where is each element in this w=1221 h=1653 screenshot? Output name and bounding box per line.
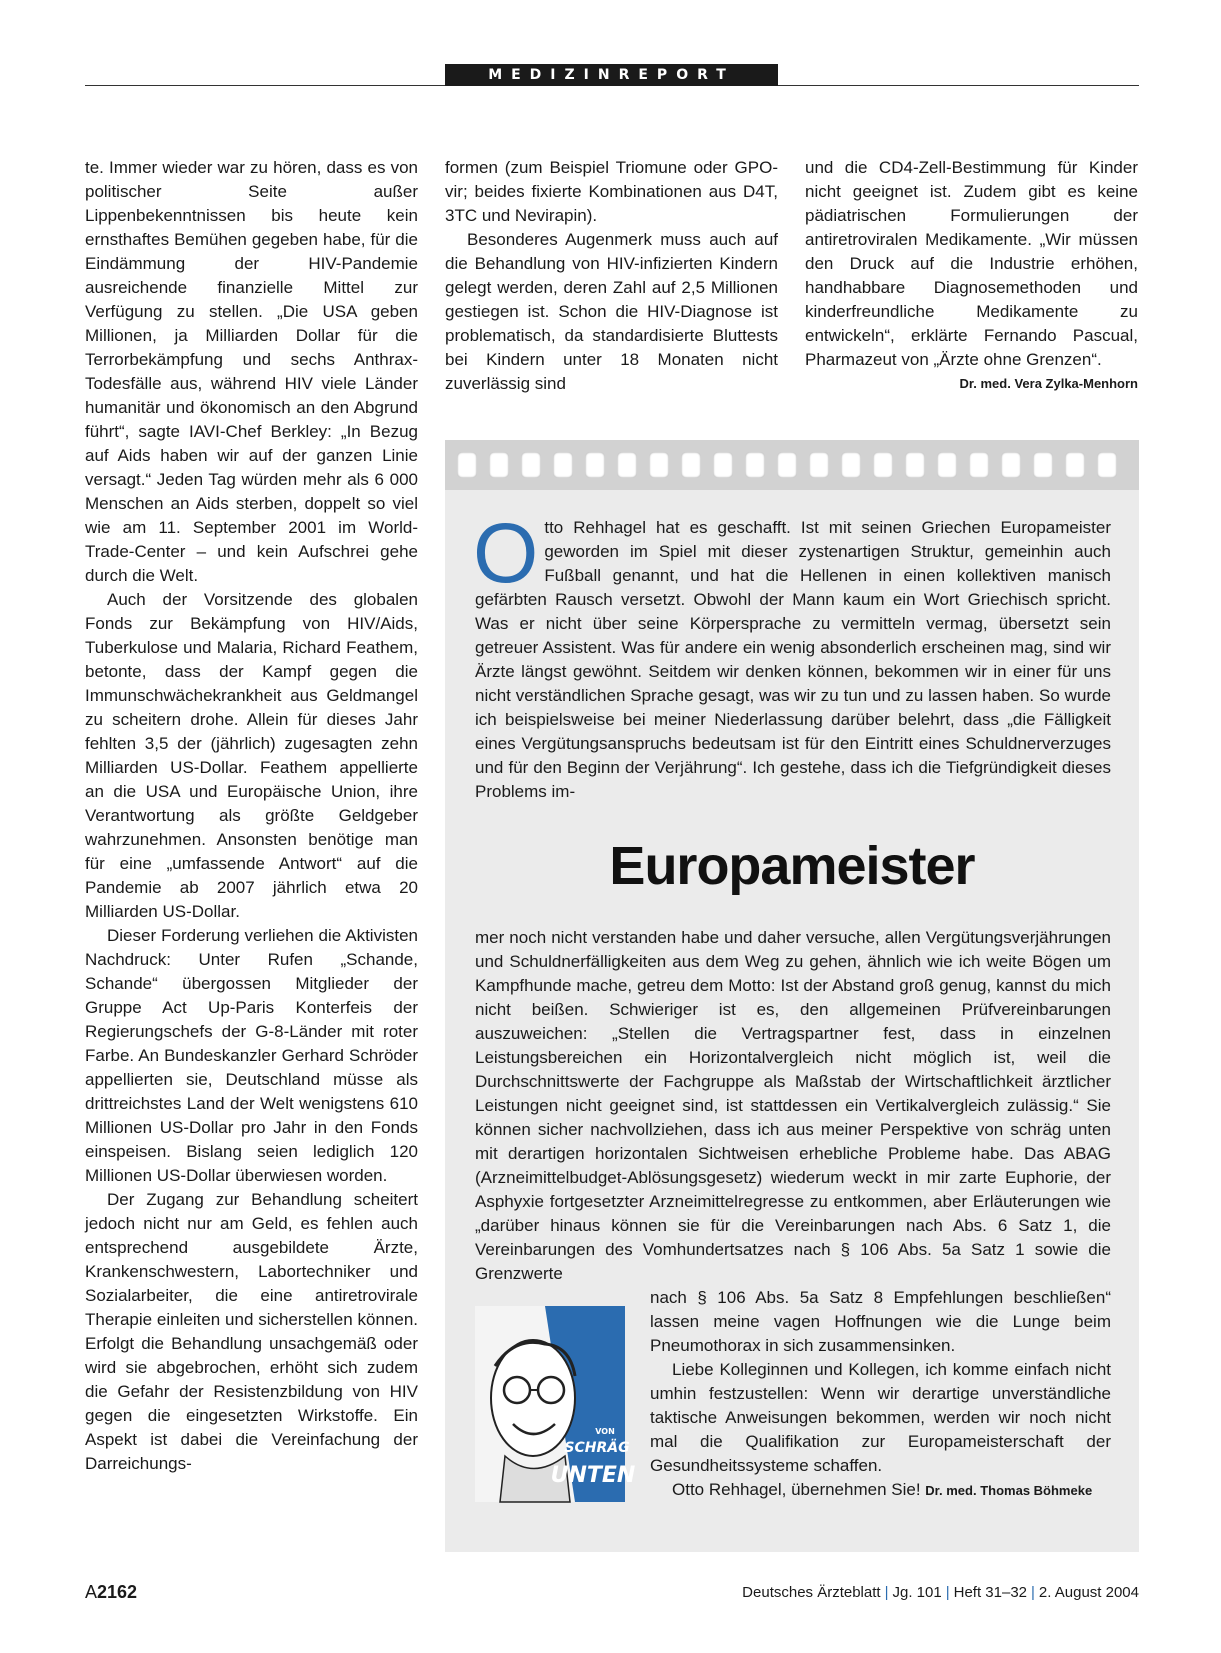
perforation-hole <box>809 452 829 478</box>
paragraph: nach § 106 Abs. 5a Satz 8 Empfehlungen beschließen“ lassen meine vagen Hoffnungen wie die Lunge beim Pneumothorax in sich zusammensinken. <box>650 1288 1111 1355</box>
article-column-3 <box>805 156 1138 396</box>
journal-date: 2. August 2004 <box>1038 1584 1139 1601</box>
paragraph: Auch der Vorsitzende des globalen Fonds zur Bekämpfung von HIV/Aids, Tuberkulose und Malaria, Richard Feathem, betonte, dass der Kampf gegen die Immunschwächekrankheit aus Geldmangel zu scheitern drohe. Allein für dieses Jahr fehlten 3,5 der (jährlich) zugesagten zehn Milliarden US-Dollar. Feathem appellierte an die USA und Europäische Union, ihre Verantwortung als größte Geldgeber wahrzunehmen. Ansonsten benötige man für eine „umfassende Antwort“ auf die Pandemie ab 2007 jährlich etwa 20 Milliarden US-Dollar. <box>85 590 418 921</box>
perforation-hole <box>585 452 605 478</box>
article-column-1 <box>85 156 418 1476</box>
page-prefix: A <box>85 1582 98 1602</box>
author-byline: Dr. med. Thomas Böhmeke <box>925 1483 1093 1498</box>
footer-journal-info <box>742 1584 1139 1601</box>
paragraph: Dieser Forderung verliehen die Aktivisten Nachdruck: Unter Rufen „Schande, Schande“ übergossen Mitglieder der Gruppe Act Up-Paris Konterfeis der Regierungschefs der G-8-Länder mit roter Farbe. An Bundeskanzler Gerhard Schröder appellierten sie, Deutschland müsse als drittreichstes Land der Welt wenigstens 610 Millionen US-Dollar pro Jahr in den Fonds einspeisen. Bislang seien lediglich 120 Millionen US-Dollar überwiesen worden. <box>85 926 418 1185</box>
perforation-hole <box>1097 452 1117 478</box>
paragraph: Liebe Kolleginnen und Kollegen, ich komme einfach nicht umhin festzustellen: Wenn wir derartige unverständliche taktische Anweisungen bekommen, werden wir noch nicht mal die Qualifikation zur Europameisterschaft der Gesundheitssysteme schaffen. <box>650 1360 1111 1475</box>
caricature-label-mid: SCHRÄG <box>564 1440 630 1456</box>
author-caricature <box>475 1306 636 1502</box>
journal-name: Deutsches Ärzteblatt <box>742 1584 881 1601</box>
box-title: Europameister <box>609 836 975 896</box>
author-byline: Dr. med. Vera Zylka-Menhorn <box>959 376 1138 391</box>
paragraph <box>650 1478 1111 1503</box>
paragraph: Der Zugang zur Behandlung scheitert jedoch nicht nur am Geld, es fehlen auch entsprechend ausgebildete Ärzte, Krankenschwestern, Labortechniker und Sozialarbeiter, die eine antiretrovirale Therapie einleiten und sicherstellen können. Erfolgt die Behandlung unsachgemäß oder wird sie abgebrochen, erhöht sich zudem die Gefahr der Resistenzbildung von HIV gegen die eingesetzten Wirkstoffe. Ein Aspekt ist dabei die Vereinfachung der Darreichungs- <box>85 1190 418 1473</box>
paragraph <box>473 506 1111 804</box>
perforated-strip <box>445 440 1139 490</box>
paragraph: mer noch nicht verstanden habe und daher versuche, allen Vergütungsverjährungen und Schuldnerfälligkeiten aus dem Weg zu gehen, ähnlich wie ich weite Bögen um Kampfhunde mache, getreu dem Motto: Ist der Abstand groß genug, kannst du mich nicht beißen. Schwieriger ist es, den allgemeinen Prüfvereinbarungen auszuweichen: „Stellen die Vertragspartner fest, dass in einzelnen Leistungsbereichen ein Horizontalvergleich nicht möglich ist, weil die Durchschnittswerte der Fachgruppe als Maßstab der Wirtschaftlichkeit ärztlicher Leistungen nicht geeignet sind, ist stattdessen ein Vertikalvergleich zulässig.“ Sie können sicher nachvollziehen, dass ich aus meiner Perspektive von schräg unten mit derartigen horizontalen Sichtweisen erhebliche Probleme habe. Das ABAG (Arzneimittelbudget-Ablösungsgesetz) wiederum weckt in mir zarte Euphorie, der Asphyxie fortgesetzter Arzneimittelregresse zu entkommen, aber Erläuterungen wie „darüber hinaus können sie für die Vereinbarungen nach Abs. 6 Satz 1, die Vereinbarungen des Vomhundertsatzes nach § 106 Abs. 5a Satz 1 sowie die Grenzwerte <box>475 928 1111 1283</box>
paragraph-text: tto Rehhagel hat es geschafft. Ist mit seinen Griechen Europameister geworden im Spiel mit dieser zystenartigen Struktur, gemeinhin auch Fußball genannt, und hat die Hellenen in einen kollektiven manisch gefärbten Rausch versetzt. Obwohl der Mann kaum ein Wort Griechisch spricht. Was er nicht über seine Körpersprache zu vermitteln vermag, übersetzt sein getreuer Assistent. Was für andere ein wenig absonderlich erscheinen mag, sind wir Ärzte längst gewöhnt. Seitdem wir denken können, bekommen wir in einer für uns nicht verständlichen Sprache gesagt, was wir zu tun und zu lassen haben. So wurde ich beispielsweise bei meiner Niederlassung darüber belehrt, dass „die Fälligkeit eines Vergütungsanspruchs bedeutsam ist für den Eintritt eines Schuldnerverzuges und für den Beginn der Verjährung“. Ich gestehe, dass ich die Tiefgründigkeit dieses Problems im- <box>475 518 1111 801</box>
perforation-hole <box>905 452 925 478</box>
paragraph: formen (zum Beispiel Triomune oder GPO-vir; beides fixierte Kombinationen aus D4T, 3TC und Nevirapin). <box>445 158 778 225</box>
box-text-side <box>650 1286 1111 1503</box>
perforation-hole <box>617 452 637 478</box>
section-label: MEDIZINREPORT <box>445 64 778 86</box>
perforation-hole <box>521 452 541 478</box>
perforation-hole <box>777 452 797 478</box>
paragraph: te. Immer wieder war zu hören, dass es von politischer Seite außer Lippenbekenntnissen bis heute kein ernsthaftes Bemühen gegeben habe, für die Eindämmung der HIV-Pandemie ausreichende finanzielle Mittel zur Verfügung zu stellen. „Die USA geben Millionen, ja Milliarden Dollar für die Terrorbekämpfung und sechs Anthrax-Todesfälle aus, während HIV viele Länder humanitär und ökonomisch an den Abgrund führt“, sagte IAVI-Chef Berkley: „In Bezug auf Aids haben wir auf der ganzen Linie versagt.“ Jeden Tag würden mehr als 6 000 Menschen an Aids sterben, doppelt so viel wie am 11. September 2001 im World-Trade-Center – und kein Aufschrei gehe durch die Welt. <box>85 158 418 585</box>
perforation-hole <box>553 452 573 478</box>
drop-cap: O <box>473 506 539 600</box>
perforation-hole <box>937 452 957 478</box>
perforation-hole <box>649 452 669 478</box>
perforation-hole <box>841 452 861 478</box>
perforation-hole <box>1001 452 1021 478</box>
perforation-hole <box>1033 452 1053 478</box>
box-text-continued <box>475 926 1111 1286</box>
page-number <box>85 1582 137 1603</box>
caricature-label-small: VON <box>595 1427 615 1436</box>
paragraph: Besonderes Augenmerk muss auch auf die Behandlung von HIV-infizierten Kindern gelegt werden, deren Zahl auf 2,5 Millionen gestiegen ist. Schon die HIV-Diagnose ist problematisch, da standardisierte Bluttests bei Kindern unter 18 Monaten nicht zuverlässig sind <box>445 230 778 393</box>
separator: | <box>1031 1584 1035 1601</box>
article-column-2 <box>445 156 778 396</box>
paragraph-text: und die CD4-Zell-Bestimmung für Kinder nicht geeignet ist. Zudem gibt es keine pädiatrischen Formulierungen der antiretroviralen Medikamente. „Wir müssen den Druck auf die Industrie erhöhen, handhabbare Diagnosemethoden und kinderfreundliche Medikamente zu entwickeln“, erklärte Fernando Pascual, Pharmazeut von „Ärzte ohne Grenzen“. <box>805 158 1138 369</box>
separator: | <box>884 1584 889 1601</box>
paragraph-text: Otto Rehhagel, übernehmen Sie! <box>672 1480 921 1499</box>
perforation-hole <box>873 452 893 478</box>
journal-volume: Jg. 101 <box>892 1584 942 1601</box>
box-text-intro <box>473 506 1111 804</box>
perforation-hole <box>489 452 509 478</box>
perforation-hole <box>457 452 477 478</box>
caricature-label-big: UNTEN <box>550 1463 636 1488</box>
perforation-hole <box>1065 452 1085 478</box>
perforation-hole <box>969 452 989 478</box>
separator: | <box>945 1584 950 1601</box>
page-number-value: 2162 <box>97 1582 138 1602</box>
perforation-hole <box>745 452 765 478</box>
paragraph <box>805 156 1138 391</box>
perforation-hole <box>681 452 701 478</box>
journal-issue: Heft 31–32 <box>953 1584 1027 1601</box>
perforation-hole <box>713 452 733 478</box>
